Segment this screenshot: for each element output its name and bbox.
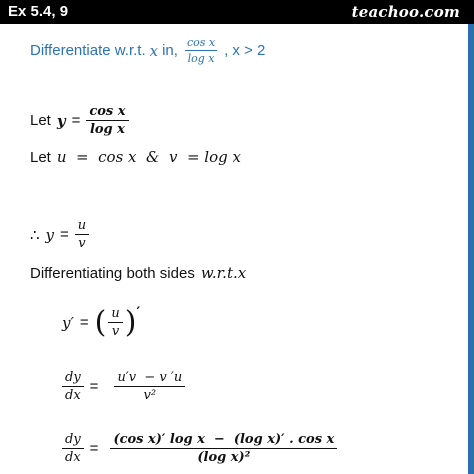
exercise-title: Ex 5.4, 9 [8,3,69,20]
fraction-den: dx [65,450,81,465]
equals: = [89,440,99,457]
final-fraction [110,432,337,465]
fraction-num: dy [65,432,81,447]
wrt-math: w.r.t.x [200,264,247,282]
equals: = [60,226,69,243]
fraction-rule [110,448,337,449]
let-y-fraction [86,104,128,137]
let-label: Let [30,112,51,129]
right-paren: ) [124,304,137,340]
quotient-fraction [114,370,185,403]
fraction-num: cos x [89,104,126,119]
left-paren: ( [94,304,107,340]
u-over-v-fraction [75,218,89,251]
fraction-num: u [77,218,87,233]
fraction-den: v [111,324,120,339]
fraction-rule [75,234,89,235]
fraction-den: (log x)² [197,450,251,465]
y-var: y [45,225,55,244]
equals: = [71,112,81,129]
yprime: y′ [62,313,74,332]
fraction-den: dx [65,388,81,403]
prime-mark: ′ [136,304,141,321]
fraction-rule [108,322,122,323]
differentiating-line [30,264,246,282]
dydx-fraction [62,432,84,465]
fraction-num: dy [65,370,81,385]
fraction-rule [62,448,84,449]
y-var: y [56,111,66,130]
fraction-rule [114,386,185,387]
fraction-den: v [78,236,86,251]
equals: = [89,378,99,395]
question-fraction [185,36,217,65]
u-over-v-fraction [108,306,122,339]
let-y-line [30,104,129,137]
scroll-indicator[interactable] [468,24,474,474]
differentiating-text: Differentiating both sides [30,264,195,282]
let-label: Let [30,148,51,166]
fraction-num: u [111,306,120,321]
yprime-line [62,306,140,339]
fraction-rule [62,386,84,387]
let-uv-line [30,148,241,166]
brand-logo: teachoo.com [351,3,460,21]
header-bar [0,0,474,24]
dydx-fraction [62,370,84,403]
therefore-line [30,218,89,251]
question-var: x [149,41,159,60]
therefore-symbol: ∴ [30,226,40,244]
question-fraction-num: cos x [186,36,216,49]
final-step-line [62,432,337,465]
fraction-num: u′v − v ′u [117,370,183,385]
question-prefix: Differentiate w.r.t. [30,42,146,59]
question-fraction-den: log x [187,52,215,65]
quotient-rule-line [62,370,185,403]
fraction-den: v² [143,388,157,403]
fraction-rule [185,50,217,51]
question-in: in, [162,42,178,59]
fraction-den: log x [89,122,125,137]
equals: = [79,314,89,331]
question-suffix: , x > 2 [224,42,266,59]
uv-definition: u = cos x & v = log x [56,148,241,166]
fraction-rule [86,120,128,121]
fraction-num: (cos x)′ log x − (log x)′ . cos x [113,432,335,447]
question-line [30,36,265,65]
